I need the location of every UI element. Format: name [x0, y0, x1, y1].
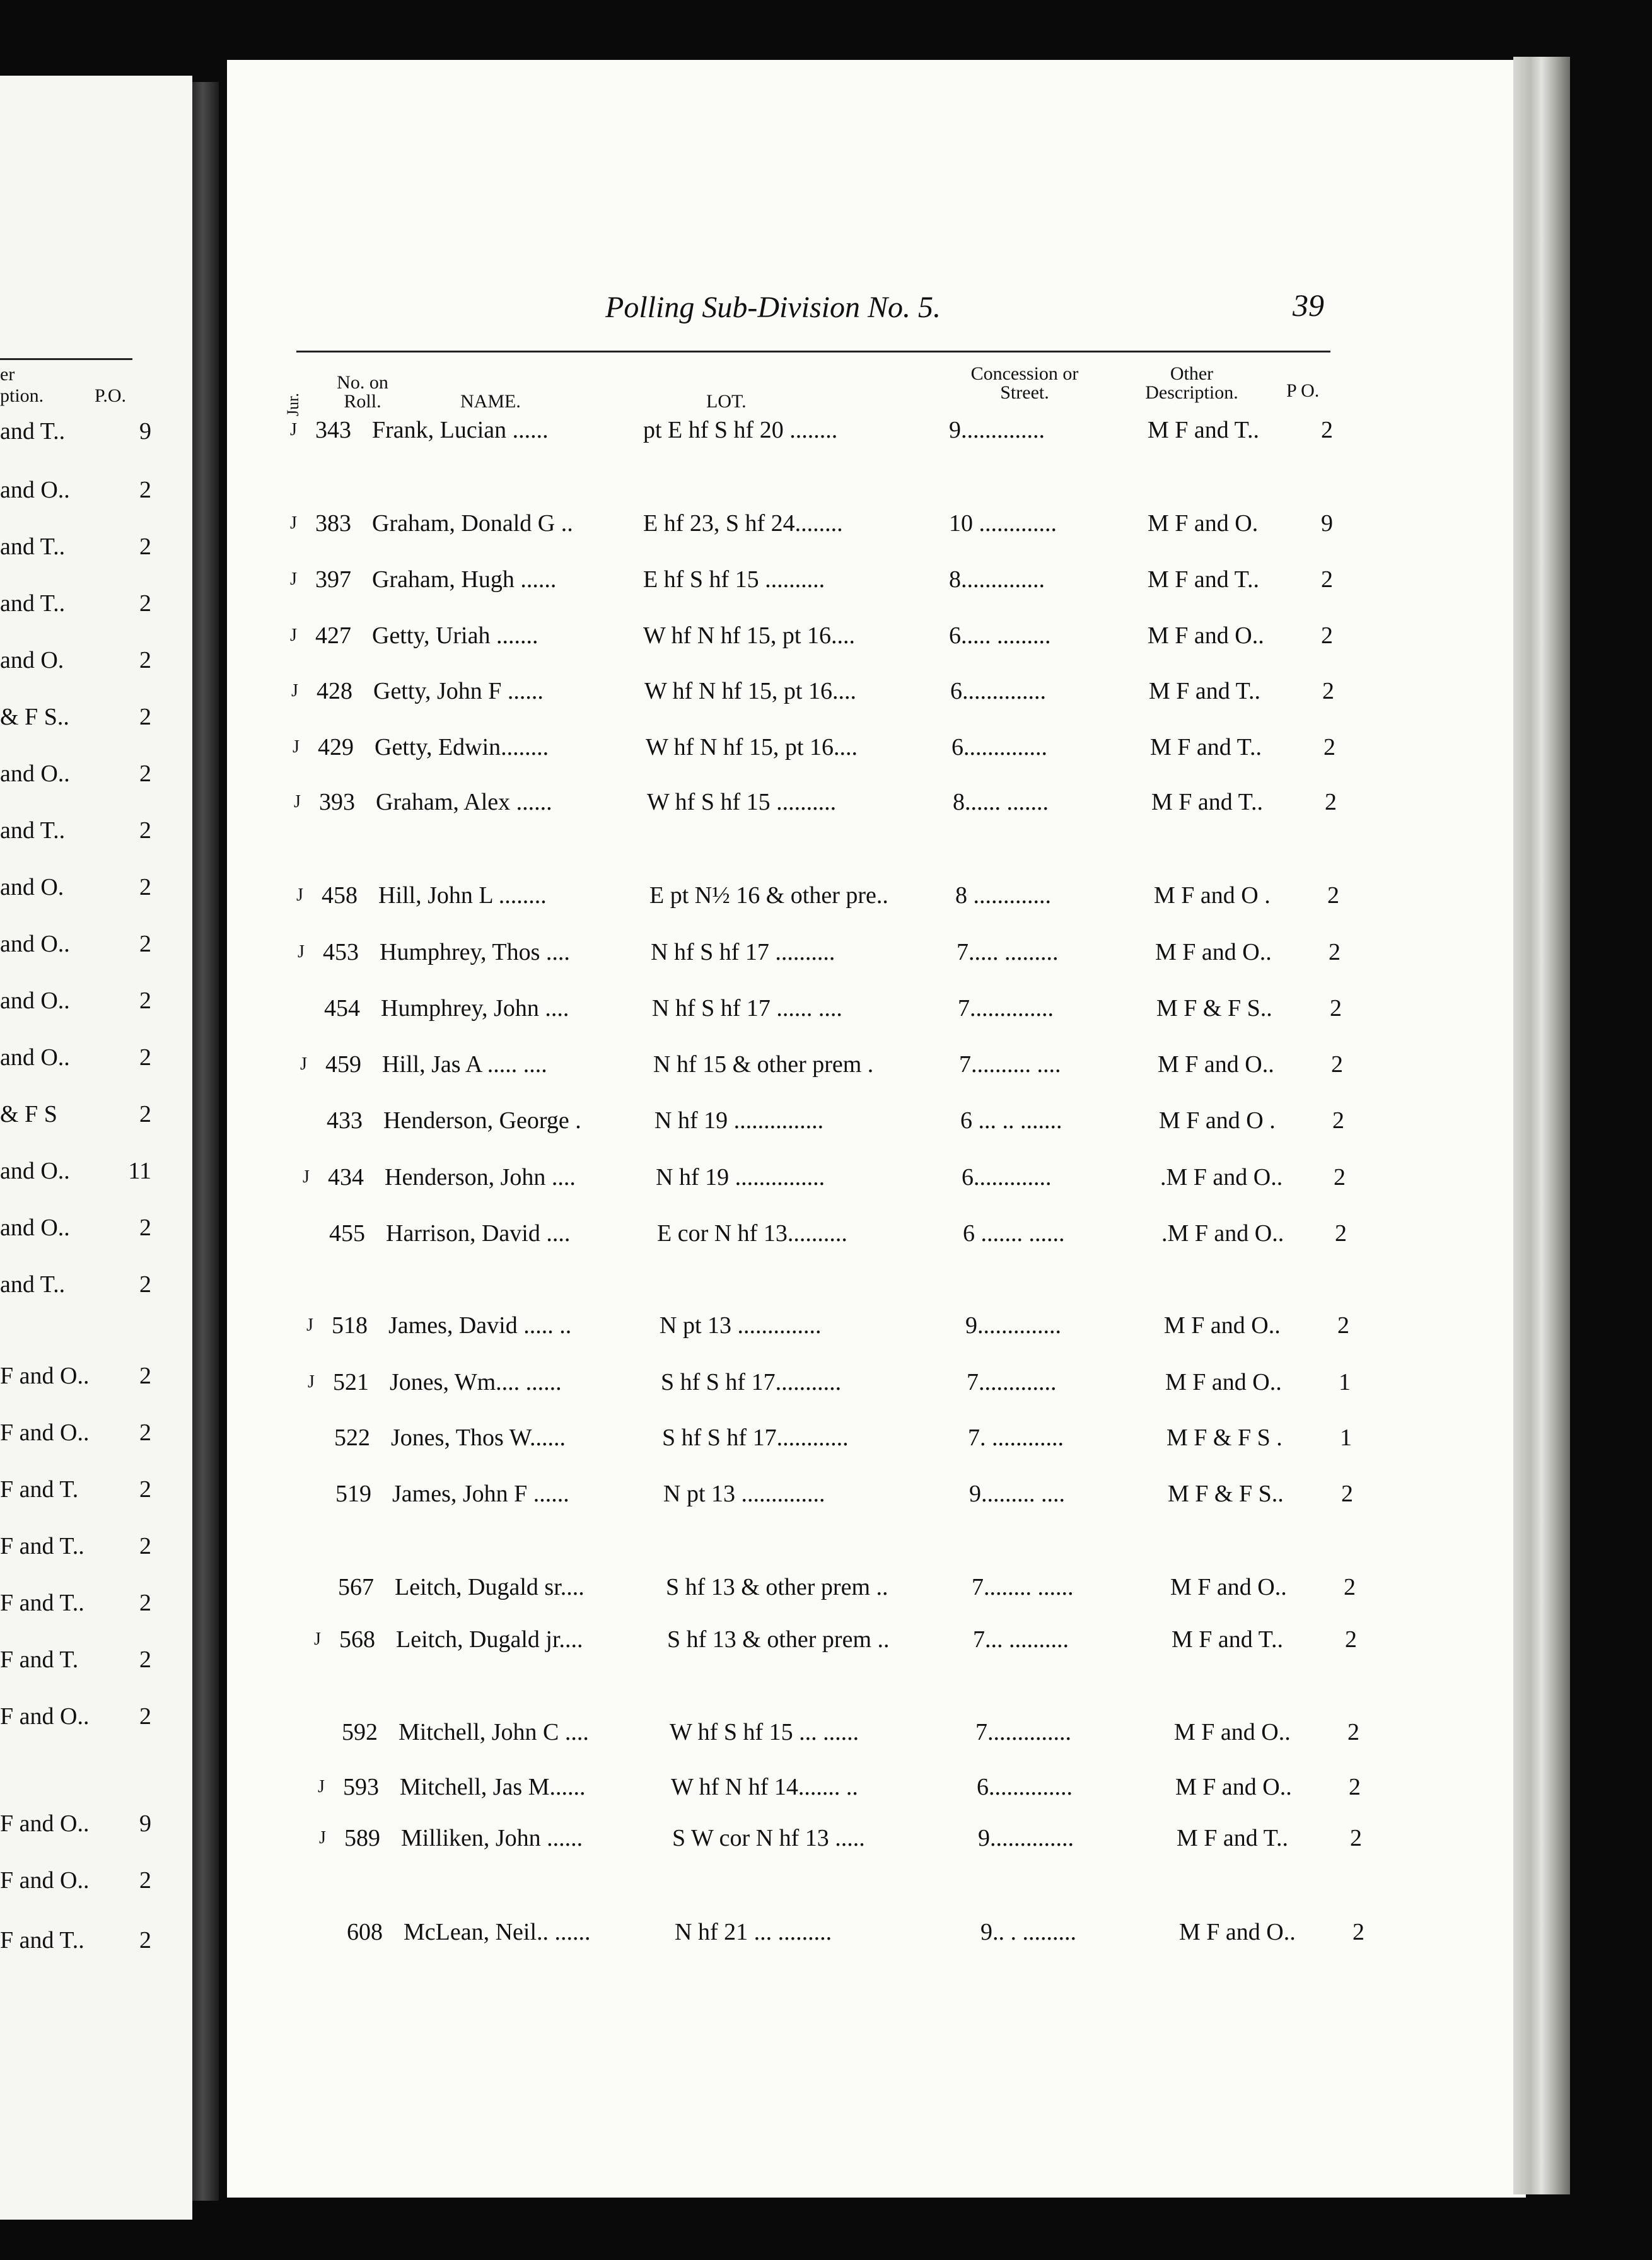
voter-row — [0, 1107, 1652, 1138]
voter-name: Jones, Wm.... ...... — [390, 1369, 562, 1395]
left-row-po: 2 — [139, 1214, 151, 1241]
voter-row — [0, 733, 1652, 765]
left-row-po: 2 — [139, 1476, 151, 1503]
voter-row — [0, 1163, 1652, 1195]
other-description: .M F and O.. — [1160, 1164, 1283, 1191]
left-row-po: 2 — [139, 874, 151, 900]
concession: 7... .......... — [973, 1626, 1069, 1653]
lot-description: W hf N hf 15, pt 16.... — [643, 622, 855, 649]
concession: 7.............. — [975, 1719, 1071, 1745]
voter-name: Mitchell, John C .... — [398, 1719, 589, 1745]
jurisdiction-mark: J — [298, 942, 305, 962]
voter-row — [0, 1312, 1652, 1343]
left-row-description: F and O.. — [0, 1363, 90, 1389]
voter-name: Getty, Uriah ....... — [372, 622, 538, 649]
jurisdiction-mark: J — [291, 681, 298, 701]
other-description: M F and O.. — [1158, 1051, 1274, 1078]
left-row-po: 2 — [139, 704, 151, 730]
voter-name: Frank, Lucian ...... — [372, 417, 549, 443]
post-office: 2 — [1321, 622, 1333, 649]
post-office: 2 — [1337, 1312, 1349, 1339]
roll-number: 433 — [327, 1107, 363, 1134]
other-description: M F and O. — [1148, 510, 1259, 537]
left-row-description: F and O.. — [0, 1703, 90, 1730]
lot-description: N hf 19 ............... — [656, 1164, 825, 1191]
column-header-roll: No. on Roll. — [337, 372, 388, 412]
left-row-description: and O.. — [0, 931, 70, 957]
left-row-description: and T.. — [0, 418, 66, 445]
voter-name: Graham, Hugh ...... — [372, 566, 557, 593]
left-row-po: 2 — [139, 647, 151, 673]
voter-name: Graham, Alex ...... — [376, 789, 552, 815]
roll-number: 521 — [333, 1369, 369, 1395]
roll-number: 519 — [335, 1481, 371, 1507]
left-header-po: P.O. — [95, 385, 127, 406]
post-office: 2 — [1321, 566, 1333, 593]
left-row-description: and O.. — [0, 477, 70, 503]
voter-name: Humphrey, John .... — [381, 995, 569, 1022]
concession: 9.. . ......... — [980, 1919, 1076, 1945]
other-description: M F and O.. — [1175, 1774, 1292, 1800]
voter-row — [0, 677, 1652, 709]
jurisdiction-mark: J — [306, 1315, 313, 1335]
roll-number: 593 — [343, 1774, 379, 1800]
jurisdiction-mark: J — [290, 569, 297, 589]
voter-row — [0, 1773, 1652, 1805]
post-office: 2 — [1341, 1481, 1353, 1507]
lot-description: S hf 13 & other prem .. — [666, 1574, 888, 1600]
left-row-po: 2 — [139, 1927, 151, 1954]
left-row-description: F and O.. — [0, 1419, 90, 1446]
column-header-other: Other Description. — [1145, 363, 1238, 403]
post-office: 2 — [1344, 1574, 1356, 1600]
left-row-description: F and T.. — [0, 1927, 84, 1954]
concession: 9.............. — [978, 1825, 1074, 1851]
lot-description: E pt N½ 16 & other pre.. — [649, 882, 888, 909]
left-row-description: F and T.. — [0, 1533, 84, 1559]
lot-description: N pt 13 .............. — [663, 1481, 825, 1507]
left-header-line1: er — [0, 364, 15, 385]
book-gutter — [192, 82, 219, 2201]
roll-number: 522 — [334, 1424, 370, 1451]
voter-row — [0, 1824, 1652, 1856]
voter-name: Getty, John F ...... — [373, 678, 544, 704]
voter-name: Humphrey, Thos .... — [380, 939, 570, 965]
other-description: M F and O.. — [1164, 1312, 1281, 1339]
voter-name: Mitchell, Jas M...... — [400, 1774, 586, 1800]
roll-number: 428 — [317, 678, 352, 704]
roll-number: 589 — [344, 1825, 380, 1851]
left-row-po: 2 — [139, 931, 151, 957]
jurisdiction-mark: J — [294, 792, 301, 812]
lot-description: N hf 15 & other prem . — [653, 1051, 874, 1078]
left-row-description: and T.. — [0, 533, 66, 560]
post-office: 9 — [1321, 510, 1333, 537]
left-row-description: & F S.. — [0, 704, 69, 730]
jurisdiction-mark: J — [319, 1828, 326, 1848]
left-row-po: 2 — [139, 533, 151, 560]
roll-number: 592 — [342, 1719, 378, 1745]
left-row-po: 2 — [139, 1044, 151, 1071]
post-office: 1 — [1340, 1424, 1352, 1451]
left-row-description: and T.. — [0, 1271, 66, 1298]
column-header-name: NAME. — [460, 391, 521, 412]
lot-description: W hf N hf 15, pt 16.... — [646, 734, 858, 760]
voter-row — [0, 566, 1652, 597]
concession: 7........ ...... — [972, 1574, 1074, 1600]
other-description: M F and T.. — [1149, 678, 1260, 704]
left-row-po: 2 — [139, 1590, 151, 1616]
voter-name: Leitch, Dugald sr.... — [395, 1574, 585, 1600]
concession: 8.............. — [949, 566, 1045, 593]
voter-row — [0, 1718, 1652, 1750]
jurisdiction-mark: J — [303, 1167, 310, 1187]
roll-number: 455 — [329, 1220, 365, 1247]
lot-description: N hf 21 ... ......... — [675, 1919, 832, 1945]
left-row-po: 2 — [139, 1703, 151, 1730]
lot-description: N hf S hf 17 ...... .... — [652, 995, 842, 1022]
roll-number: 429 — [318, 734, 354, 760]
voter-name: Hill, John L ........ — [378, 882, 547, 909]
lot-description: pt E hf S hf 20 ........ — [643, 417, 838, 443]
roll-number: 459 — [325, 1051, 361, 1078]
left-row-description: and O. — [0, 874, 64, 900]
left-row-description: F and O.. — [0, 1867, 90, 1894]
voter-name: James, John F ...... — [392, 1481, 569, 1507]
jurisdiction-mark: J — [290, 513, 297, 533]
left-row-description: and O.. — [0, 1158, 70, 1184]
voter-name: James, David ..... .. — [388, 1312, 572, 1339]
concession: 8 ............. — [955, 882, 1051, 909]
roll-number: 458 — [322, 882, 358, 909]
jurisdiction-mark: J — [293, 737, 300, 757]
concession: 6............. — [962, 1164, 1052, 1191]
concession: 6 ....... ...... — [963, 1220, 1065, 1247]
post-office: 2 — [1330, 995, 1342, 1022]
jurisdiction-mark: J — [314, 1629, 321, 1649]
post-office: 2 — [1335, 1220, 1347, 1247]
concession: 7............. — [967, 1369, 1057, 1395]
left-header-line2: ption. — [0, 385, 44, 406]
left-row-po: 2 — [139, 1646, 151, 1673]
left-row-description: and T.. — [0, 817, 66, 844]
lot-description: S hf S hf 17............ — [662, 1424, 849, 1451]
running-head: Polling Sub-Division No. 5. — [605, 291, 941, 324]
jurisdiction-mark: J — [308, 1372, 315, 1392]
concession: 6.............. — [951, 734, 1047, 760]
voter-name: Jones, Thos W...... — [391, 1424, 566, 1451]
left-row-description: and O.. — [0, 987, 70, 1014]
left-row-po: 11 — [128, 1158, 151, 1184]
voter-name: Henderson, George . — [383, 1107, 581, 1134]
left-row-po: 2 — [139, 760, 151, 787]
left-row-po: 2 — [139, 987, 151, 1014]
concession: 6.............. — [950, 678, 1046, 704]
concession: 9.............. — [949, 417, 1045, 443]
voter-name: Hill, Jas A ..... .... — [382, 1051, 547, 1078]
other-description: M F and T.. — [1148, 566, 1259, 593]
jurisdiction-mark: J — [290, 420, 297, 440]
jurisdiction-mark: J — [290, 626, 297, 645]
lot-description: W hf N hf 14....... .. — [671, 1774, 858, 1800]
left-row-description: and O. — [0, 647, 64, 673]
voter-row — [0, 416, 1652, 448]
left-row-po: 2 — [139, 1867, 151, 1894]
lot-description: S hf S hf 17........... — [661, 1369, 842, 1395]
roll-number: 434 — [328, 1164, 364, 1191]
post-office: 2 — [1332, 1107, 1344, 1134]
voter-name: McLean, Neil.. ...... — [404, 1919, 591, 1945]
post-office: 2 — [1345, 1626, 1357, 1653]
voter-row — [0, 510, 1652, 541]
concession: 7..... ......... — [957, 939, 1059, 965]
voter-name: Henderson, John .... — [385, 1164, 576, 1191]
other-description: .M F and O.. — [1161, 1220, 1284, 1247]
left-row-po: 2 — [139, 590, 151, 617]
left-row-description: F and O.. — [0, 1810, 90, 1837]
voter-row — [0, 1573, 1652, 1605]
post-office: 2 — [1331, 1051, 1343, 1078]
other-description: M F and T.. — [1172, 1626, 1283, 1653]
voter-name: Leitch, Dugald jr.... — [396, 1626, 583, 1653]
other-description: M F and O.. — [1174, 1719, 1291, 1745]
post-office: 2 — [1349, 1774, 1361, 1800]
roll-number: 397 — [315, 566, 351, 593]
concession: 7.............. — [958, 995, 1054, 1022]
roll-number: 383 — [315, 510, 351, 537]
other-description: M F & F S . — [1166, 1424, 1283, 1451]
left-row-po: 9 — [139, 418, 151, 445]
other-description: M F and O.. — [1170, 1574, 1287, 1600]
voter-name: Harrison, David .... — [386, 1220, 571, 1247]
other-description: M F and O.. — [1179, 1919, 1296, 1945]
post-office: 1 — [1339, 1369, 1351, 1395]
jurisdiction-mark: J — [296, 885, 303, 905]
roll-number: 608 — [347, 1919, 383, 1945]
voter-row — [0, 1480, 1652, 1512]
jurisdiction-mark: J — [318, 1777, 325, 1797]
roll-number: 454 — [324, 995, 360, 1022]
lot-description: S W cor N hf 13 ..... — [672, 1825, 865, 1851]
left-row-description: and O.. — [0, 1214, 70, 1241]
other-description: M F and O . — [1159, 1107, 1276, 1134]
roll-number: 518 — [332, 1312, 368, 1339]
post-office: 2 — [1325, 789, 1337, 815]
voter-row — [0, 1220, 1652, 1251]
roll-number: 393 — [319, 789, 355, 815]
left-row-description: and T.. — [0, 590, 66, 617]
voter-name: Graham, Donald G .. — [372, 510, 573, 537]
concession: 9......... .... — [969, 1481, 1065, 1507]
lot-description: W hf N hf 15, pt 16.... — [644, 678, 856, 704]
lot-description: E hf 23, S hf 24........ — [643, 510, 843, 537]
left-row-description: F and T. — [0, 1646, 79, 1673]
column-header-po: P O. — [1286, 380, 1320, 401]
voter-row — [0, 1626, 1652, 1657]
concession: 9.............. — [965, 1312, 1061, 1339]
lot-description: E hf S hf 15 .......... — [643, 566, 825, 593]
concession: 6 ... .. ....... — [960, 1107, 1062, 1134]
left-row-po: 2 — [139, 817, 151, 844]
lot-description: N pt 13 .............. — [660, 1312, 822, 1339]
header-rule — [296, 351, 1330, 352]
concession: 6..... ......... — [949, 622, 1051, 649]
other-description: M F and O.. — [1155, 939, 1272, 965]
lot-description: W hf S hf 15 .......... — [647, 789, 837, 815]
voter-row — [0, 1051, 1652, 1082]
voter-row — [0, 938, 1652, 970]
left-row-po: 2 — [139, 1101, 151, 1127]
lot-description: W hf S hf 15 ... ...... — [670, 1719, 859, 1745]
column-header-lot: LOT. — [706, 391, 747, 412]
voter-row — [0, 622, 1652, 653]
post-office: 2 — [1323, 734, 1335, 760]
post-office: 2 — [1334, 1164, 1346, 1191]
voter-row — [0, 1368, 1652, 1400]
left-row-po: 2 — [139, 1363, 151, 1389]
post-office: 2 — [1321, 417, 1333, 443]
concession: 7. ............ — [968, 1424, 1064, 1451]
other-description: M F and T.. — [1150, 734, 1262, 760]
voter-row — [0, 994, 1652, 1026]
other-description: M F and O . — [1154, 882, 1271, 909]
roll-number: 453 — [323, 939, 359, 965]
lot-description: N hf 19 ............... — [654, 1107, 824, 1134]
post-office: 2 — [1329, 939, 1341, 965]
left-row-description: F and T. — [0, 1476, 79, 1503]
other-description: M F and O.. — [1165, 1369, 1282, 1395]
column-header-jur: Jur. — [284, 393, 302, 416]
lot-description: E cor N hf 13.......... — [657, 1220, 847, 1247]
concession: 6.............. — [977, 1774, 1073, 1800]
left-row-description: and O.. — [0, 760, 70, 787]
other-description: M F and O.. — [1148, 622, 1264, 649]
left-row-po: 9 — [139, 1810, 151, 1837]
other-description: M F and T.. — [1177, 1825, 1288, 1851]
voter-row — [0, 1918, 1652, 1950]
post-office: 2 — [1347, 1719, 1359, 1745]
concession: 8...... ....... — [953, 789, 1049, 815]
voter-row — [0, 882, 1652, 913]
other-description: M F & F S.. — [1168, 1481, 1284, 1507]
column-header-concession: Concession or Street. — [970, 363, 1079, 403]
voter-row — [0, 1424, 1652, 1455]
roll-number: 343 — [315, 417, 351, 443]
jurisdiction-mark: J — [300, 1054, 307, 1074]
voter-name: Getty, Edwin........ — [375, 734, 549, 760]
left-row-po: 2 — [139, 1419, 151, 1446]
other-description: M F and T.. — [1148, 417, 1259, 443]
roll-number: 568 — [339, 1626, 375, 1653]
left-row-po: 2 — [139, 1271, 151, 1298]
voter-name: Milliken, John ...... — [401, 1825, 583, 1851]
post-office: 2 — [1322, 678, 1334, 704]
left-header-rule — [0, 358, 132, 360]
lot-description: S hf 13 & other prem .. — [667, 1626, 890, 1653]
left-row-po: 2 — [139, 477, 151, 503]
page-number: 39 — [1293, 288, 1324, 323]
left-row-description: and O.. — [0, 1044, 70, 1071]
concession: 7.......... .... — [959, 1051, 1061, 1078]
voter-row — [0, 788, 1652, 820]
roll-number: 427 — [315, 622, 351, 649]
lot-description: N hf S hf 17 .......... — [651, 939, 835, 965]
roll-number: 567 — [338, 1574, 374, 1600]
left-row-po: 2 — [139, 1533, 151, 1559]
post-office: 2 — [1352, 1919, 1364, 1945]
other-description: M F and T.. — [1151, 789, 1263, 815]
left-row-description: F and T.. — [0, 1590, 84, 1616]
other-description: M F & F S.. — [1156, 995, 1272, 1022]
left-row-description: & F S — [0, 1101, 57, 1127]
concession: 10 ............. — [949, 510, 1057, 537]
post-office: 2 — [1327, 882, 1339, 909]
post-office: 2 — [1350, 1825, 1362, 1851]
